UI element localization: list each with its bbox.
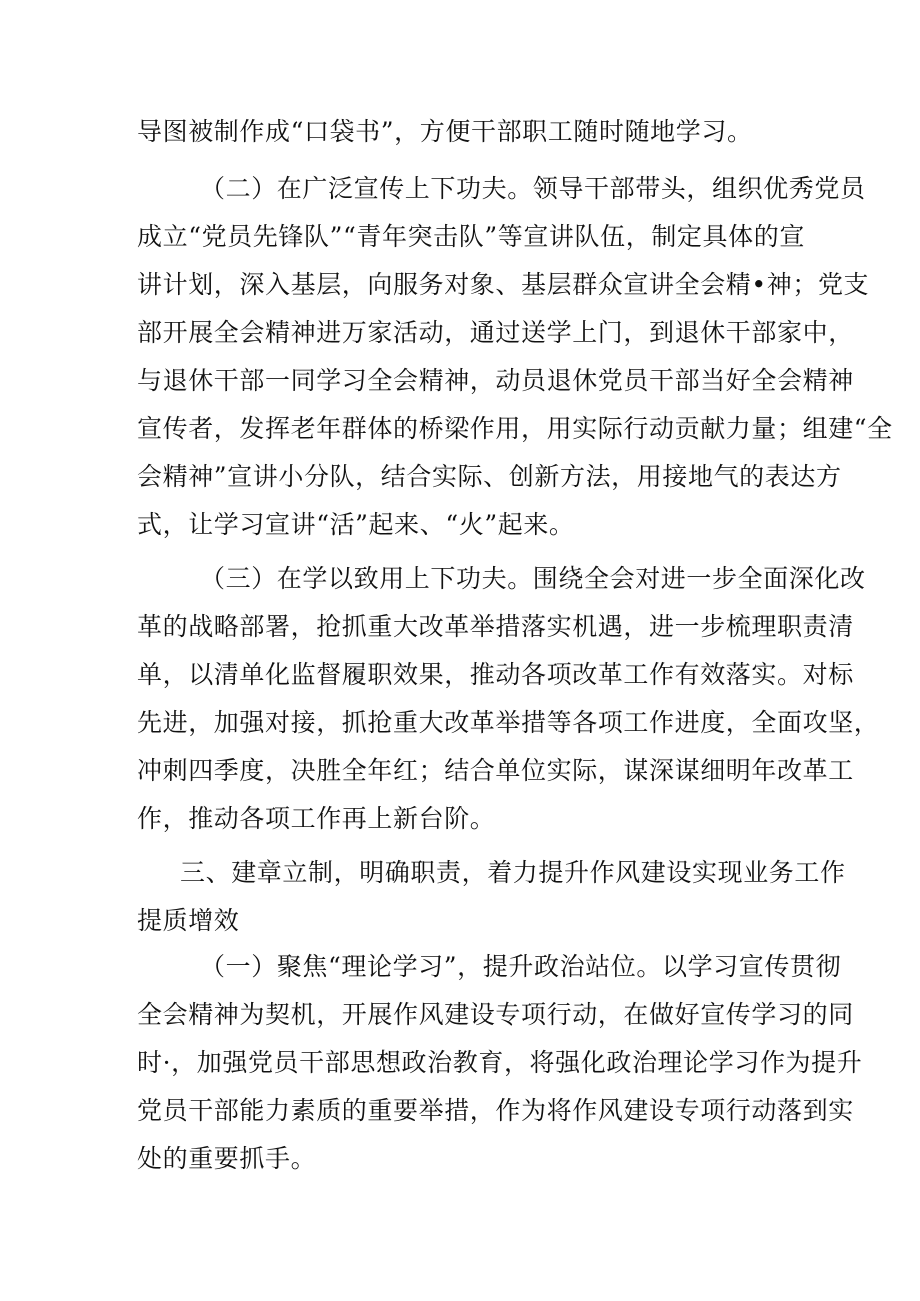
paragraph-line: 处的重要抓手。 xyxy=(137,1144,317,1173)
paragraph-line: 与退休干部一同学习全会精神，动员退休党员干部当好全会精神 xyxy=(137,366,854,395)
paragraph-line: 成立“党员先锋队”“青年突击队”等宣讲队伍，制定具体的宣 xyxy=(137,222,805,251)
paragraph-line: 作，推动各项工作再上新台阶。 xyxy=(137,804,496,833)
paragraph-line: 时·，加强党员干部思想政治教育，将强化政治理论学习作为提升 xyxy=(137,1048,863,1077)
paragraph-line: 部开展全会精神进万家活动，通过送学上门，到退休干部家中， xyxy=(137,318,854,347)
paragraph-line: 式，让学习宣讲“活”起来、“火”起来。 xyxy=(137,510,575,539)
paragraph-line: 党员干部能力素质的重要举措，作为将作风建设专项行动落到实 xyxy=(137,1096,854,1125)
section-heading-line: （三）在学以致用上下功夫。围绕全会对进一步全面深化改 xyxy=(200,564,866,593)
paragraph-line: 单，以清单化监督履职效果，推动各项改革工作有效落实。对标 xyxy=(137,660,854,689)
chapter-heading-line: 提质增效 xyxy=(137,906,240,935)
paragraph-line: 讲计划，深入基层，向服务对象、基层群众宣讲全会精•神；党支 xyxy=(137,270,870,299)
section-heading-line: （一）聚焦“理论学习”，提升政治站位。以学习宣传贯彻 xyxy=(200,952,842,981)
paragraph-line: 冲刺四季度，决胜全年红；结合单位实际，谋深谋细明年改革工 xyxy=(137,756,854,785)
paragraph-line: 会精神”宣讲小分队，结合实际、创新方法，用接地气的表达方 xyxy=(137,462,842,491)
paragraph-line: 导图被制作成“口袋书”，方便干部职工随时随地学习。 xyxy=(137,117,753,146)
paragraph-line: 革的战略部署，抢抓重大改革举措落实机遇，进一步梳理职责清 xyxy=(137,612,854,641)
paragraph-line: 先进，加强对接，抓抢重大改革举措等各项工作进度，全面攻坚， xyxy=(137,708,880,737)
chapter-heading-line: 三、建章立制，明确职责，着力提升作风建设实现业务工作 xyxy=(180,858,846,887)
paragraph-line: 全会精神为契机，开展作风建设专项行动，在做好宣传学习的同 xyxy=(137,1000,854,1029)
paragraph-line: 宣传者，发挥老年群体的桥梁作用，用实际行动贡献力量；组建“全 xyxy=(137,414,893,443)
section-heading-line: （二）在广泛宣传上下功夫。领导干部带头，组织优秀党员 xyxy=(200,174,866,203)
